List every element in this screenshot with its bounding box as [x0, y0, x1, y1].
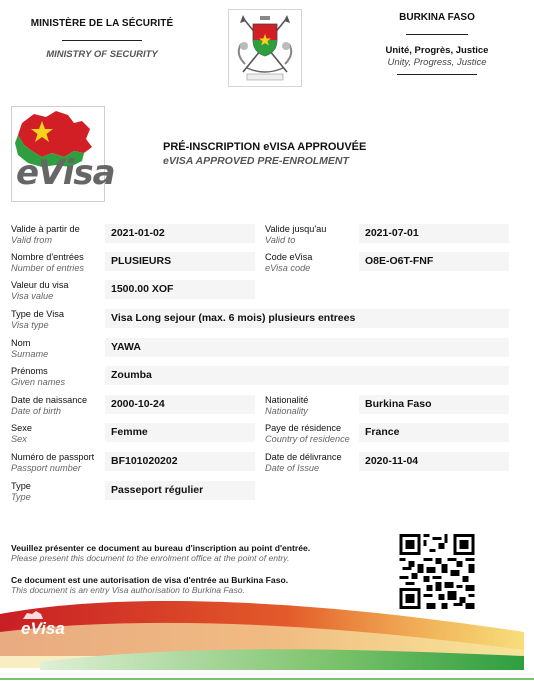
label-en: Type [11, 492, 31, 502]
divider [406, 34, 468, 35]
coat-of-arms-seal [228, 9, 302, 87]
label-fr: Valide jusqu'au [265, 224, 327, 234]
document-title: PRÉ-INSCRIPTION eVISA APPROUVÉE [163, 141, 367, 153]
label-fr: Date de délivrance [265, 452, 342, 462]
type-value: Passeport régulier [105, 481, 255, 500]
label-en: Sex [11, 434, 27, 444]
label-en: Number of entries [11, 263, 85, 273]
evisa-code-value: O8E-O6T-FNF [359, 252, 509, 271]
label-fr: Valide à partir de [11, 224, 80, 234]
label-fr: Type [11, 481, 31, 491]
label-en: Date of Issue [265, 463, 320, 473]
label-fr: Nombre d'entrées [11, 252, 84, 262]
entries-label [11, 252, 84, 274]
label-en: Visa type [11, 320, 49, 330]
label-fr: Paye de résidence [265, 423, 342, 433]
given-names-value: Zoumba [105, 366, 509, 385]
map-mini-icon [22, 611, 44, 621]
label-en: Given names [11, 377, 66, 387]
sex-value: Femme [105, 423, 255, 442]
issue-date-value: 2020-11-04 [359, 452, 509, 471]
given-names-label [11, 366, 65, 388]
label-fr: Sexe [11, 423, 32, 433]
label-en: Visa value [11, 291, 54, 301]
footer-logo-text: eVisa [21, 619, 65, 638]
residence-label [265, 423, 350, 445]
label-fr: Nationalité [265, 395, 309, 405]
label-en: eVisa code [265, 263, 311, 273]
label-fr: Numéro de passport [11, 452, 95, 462]
label-en: Nationality [265, 406, 308, 416]
surname-label [11, 338, 48, 360]
label-fr: Nom [11, 338, 31, 348]
passport-number-label [11, 452, 94, 474]
country-header [352, 12, 522, 75]
motto-en: Unity, Progress, Justice [387, 57, 487, 68]
visa-type-value: Visa Long sejour (max. 6 mois) plusieurs entrees [105, 309, 509, 328]
ministry-name-fr: MINISTÈRE DE LA SÉCURITÉ [30, 18, 174, 29]
label-en: Surname [11, 349, 49, 359]
label-en: Valid from [11, 235, 53, 245]
surname-value: YAWA [105, 338, 509, 357]
sex-label [11, 423, 32, 445]
residence-value: France [359, 423, 509, 442]
country-name: BURKINA FASO [399, 12, 475, 23]
label-fr: Date de naissance [11, 395, 88, 405]
motto-fr: Unité, Progrès, Justice [385, 45, 489, 56]
divider [397, 74, 477, 75]
visa-value-label [11, 280, 69, 302]
notice-fr: Veuillez présenter ce document au bureau d'inscription au point d'entrée. [11, 543, 311, 553]
valid-from-label [11, 224, 80, 246]
visa-value-value: 1500.00 XOF [105, 280, 255, 299]
coat-of-arms-icon [229, 10, 301, 86]
label-fr: Code eVisa [265, 252, 313, 262]
valid-to-value: 2021-07-01 [359, 224, 509, 243]
nationality-value: Burkina Faso [359, 395, 509, 414]
evisa-logo-text: eVisa [16, 153, 115, 193]
footer-swoosh [0, 592, 534, 681]
notice-en: Please present this document to the enrolment office at the point of entry. [11, 553, 290, 563]
entries-value: PLUSIEURS [105, 252, 255, 271]
notice-fr: Ce document est une autorisation de visa d'entrée au Burkina Faso. [11, 575, 289, 585]
nationality-label [265, 395, 308, 417]
valid-from-value: 2021-01-02 [105, 224, 255, 243]
label-en: Country of residence [265, 434, 350, 444]
valid-to-label [265, 224, 326, 246]
label-fr: Prénoms [11, 366, 48, 376]
divider [62, 40, 142, 41]
ministry-header [12, 18, 192, 60]
present-notice [11, 543, 310, 563]
label-en: Passport number [11, 463, 81, 473]
ministry-name-en: MINISTRY OF SECURITY [46, 49, 158, 60]
footer-evisa-logo [21, 619, 65, 639]
type-label [11, 481, 31, 503]
document-subtitle: eVISA APPROVED PRE-ENROLMENT [163, 155, 349, 167]
label-en: Date of birth [11, 406, 62, 416]
dob-value: 2000-10-24 [105, 395, 255, 414]
label-en: Valid to [265, 235, 296, 245]
notice-en: This document is an entry Visa authorisation to Burkina Faso. [11, 585, 245, 595]
passport-number-value: BF101020202 [105, 452, 255, 471]
issue-date-label [265, 452, 342, 474]
visa-type-label [11, 309, 64, 331]
evisa-code-label [265, 252, 312, 274]
evisa-logo [11, 106, 115, 202]
label-fr: Type de Visa [11, 309, 64, 319]
dob-label [11, 395, 87, 417]
label-fr: Valeur du visa [11, 280, 69, 290]
